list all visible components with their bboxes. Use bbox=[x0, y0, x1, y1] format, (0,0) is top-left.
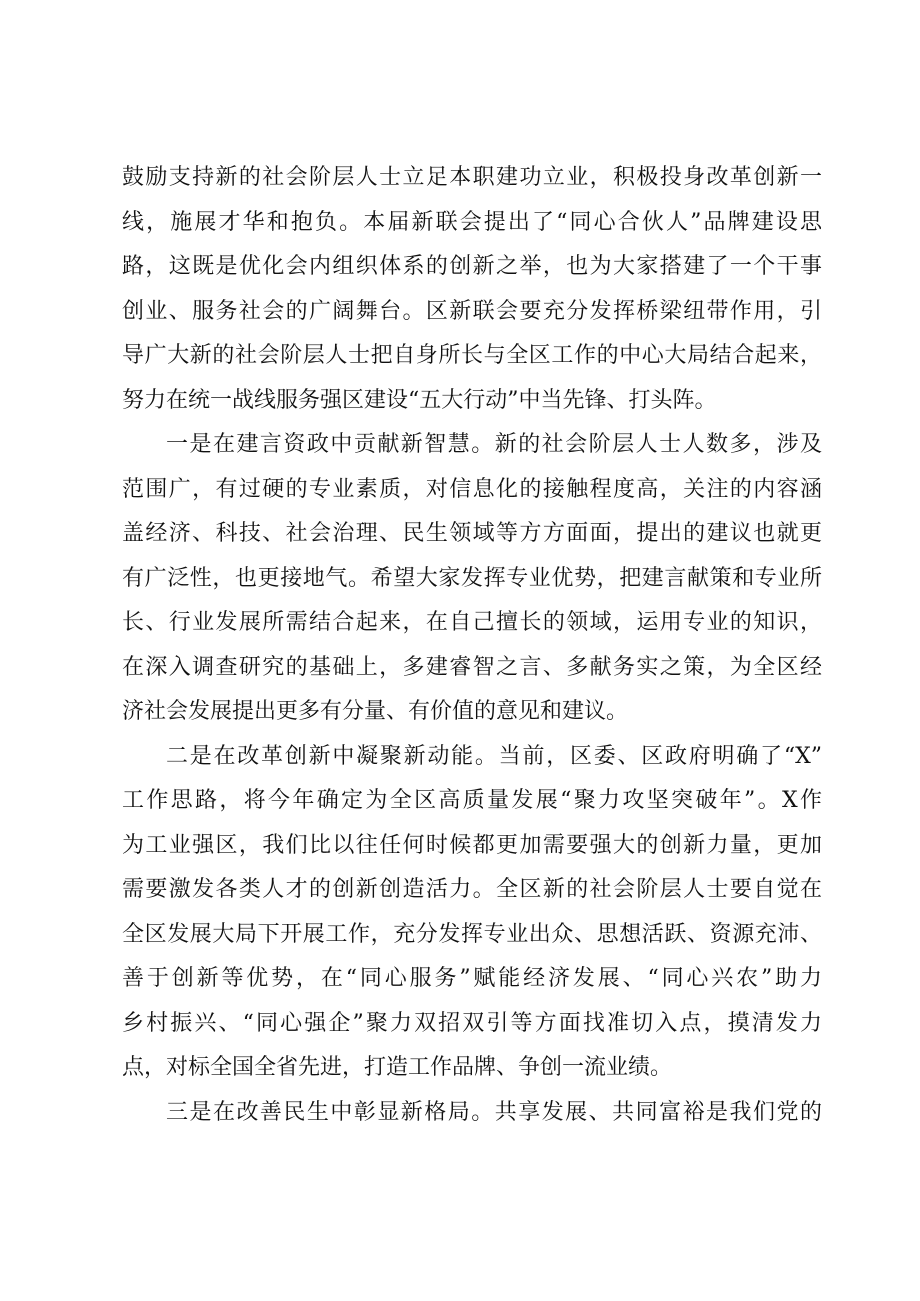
text-line: 二是在改革创新中凝聚新动能。当前，区委、区政府明确了“X” bbox=[166, 743, 822, 769]
text-line: 全区发展大局下开展工作，充分发挥专业出众、思想活跃、资源充沛、 bbox=[122, 921, 822, 947]
text-line: 需要激发各类人才的创新创造活力。全区新的社会阶层人士要自觉在 bbox=[122, 877, 822, 902]
text-line: 创业、服务社会的广阔舞台。区新联会要充分发挥桥梁纽带作用，引 bbox=[122, 298, 822, 324]
paragraph bbox=[122, 735, 822, 1091]
text-line: 工作思路，将今年确定为全区高质量发展“聚力攻坚突破年”。X作 bbox=[122, 788, 822, 813]
text-line: 长、行业发展所需结合起来，在自己擅长的领域，运用专业的知识， bbox=[122, 610, 822, 635]
text-line: 善于创新等优势，在“同心服务”赋能经济发展、“同心兴农”助力 bbox=[122, 966, 822, 991]
text-line: 三是在改善民生中彰显新格局。共享发展、共同富裕是我们党的 bbox=[166, 1099, 822, 1125]
text-line: 济社会发展提出更多有分量、有价值的意见和建议。 bbox=[122, 699, 629, 724]
text-line: 鼓励支持新的社会阶层人士立足本职建功立业，积极投身改革创新一 bbox=[122, 165, 822, 190]
text-line: 为工业强区，我们比以往任何时候都更加需要强大的创新力量，更加 bbox=[122, 832, 822, 858]
document-body bbox=[122, 156, 822, 1135]
text-line: 盖经济、科技、社会治理、民生领域等方方面面，提出的建议也就更 bbox=[122, 521, 822, 546]
text-line: 有广泛性，也更接地气。希望大家发挥专业优势，把建言献策和专业所 bbox=[122, 565, 822, 591]
text-line: 范围广，有过硬的专业素质，对信息化的接触程度高，关注的内容涵 bbox=[122, 476, 822, 502]
paragraph bbox=[122, 156, 822, 423]
text-line: 在深入调查研究的基础上，多建睿智之言、多献务实之策，为全区经 bbox=[122, 654, 822, 680]
text-line: 路，这既是优化会内组织体系的创新之举，也为大家搭建了一个干事 bbox=[122, 254, 822, 279]
paragraph bbox=[122, 1091, 822, 1136]
text-line: 导广大新的社会阶层人士把自身所长与全区工作的中心大局结合起来， bbox=[122, 343, 822, 368]
text-line: 乡村振兴、“同心强企”聚力双招双引等方面找准切入点，摸清发力 bbox=[122, 1010, 822, 1036]
text-line: 线，施展才华和抱负。本届新联会提出了“同心合伙人”品牌建设思 bbox=[122, 209, 822, 235]
text-line: 一是在建言资政中贡献新智慧。新的社会阶层人士人数多，涉及 bbox=[166, 432, 822, 457]
text-line: 点，对标全国全省先进，打造工作品牌、争创一流业绩。 bbox=[122, 1055, 673, 1080]
paragraph bbox=[122, 423, 822, 735]
text-line: 努力在统一战线服务强区建设“五大行动”中当先锋、打头阵。 bbox=[122, 387, 717, 413]
